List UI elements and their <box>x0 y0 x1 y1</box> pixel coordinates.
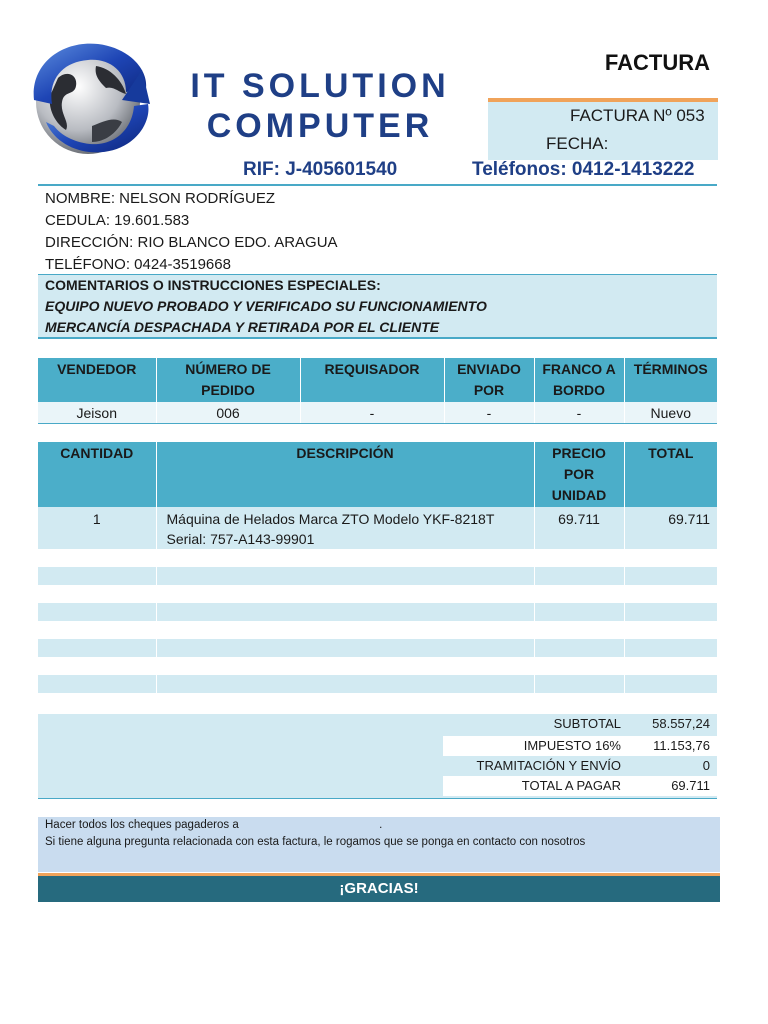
description-line: Máquina de Helados Marca ZTO Modelo YKF-8218T <box>166 511 495 527</box>
grand-total-row <box>443 776 717 796</box>
description-cell <box>156 507 534 549</box>
table-row <box>38 639 717 657</box>
tax-row <box>443 736 717 756</box>
table-cell: - <box>300 402 444 424</box>
comment-line: MERCANCÍA DESPACHADA Y RETIRADA POR EL CLIENTE <box>45 319 440 335</box>
table-cell: 006 <box>156 402 300 424</box>
header-cell: VENDEDOR <box>38 358 156 402</box>
table-cell: Jeison <box>38 402 156 424</box>
subtotal-row <box>443 714 717 734</box>
subtotal-value: 58.557,24 <box>652 716 710 731</box>
table-row <box>38 693 717 711</box>
grand-total-value: 69.711 <box>671 778 710 793</box>
description-line: Serial: 757-A143-99901 <box>166 531 315 547</box>
vendor-table <box>38 358 717 424</box>
company-rif: RIF: J-405601540 <box>243 159 398 180</box>
shipping-label: TRAMITACIÓN Y ENVÍO <box>476 758 621 773</box>
vendor-table-header <box>38 358 717 402</box>
items-table-header <box>38 442 717 507</box>
client-info <box>45 188 338 276</box>
table-row <box>38 675 717 693</box>
shipping-row <box>443 756 717 776</box>
header-cell: REQUISADOR <box>300 358 444 402</box>
header-cell: PRECIO POR UNIDAD <box>534 442 624 507</box>
company-name-line1: IT SOLUTION <box>190 67 450 105</box>
unit-price-cell: 69.711 <box>534 507 624 549</box>
checks-dot: . <box>379 819 383 831</box>
comments-heading: COMENTARIOS O INSTRUCCIONES ESPECIALES: <box>45 277 381 293</box>
header-cell: CANTIDAD <box>38 442 156 507</box>
table-row <box>38 507 717 549</box>
company-name-line2: COMPUTER <box>206 107 434 145</box>
special-comments <box>38 274 717 339</box>
tax-label: IMPUESTO 16% <box>523 738 621 753</box>
thanks-banner: ¡GRACIAS! <box>38 873 720 902</box>
globe-arrow-logo-icon <box>18 30 152 164</box>
client-phone: TELÉFONO: 0424-3519668 <box>45 256 231 273</box>
comment-line: EQUIPO NUEVO PROBADO Y VERIFICADO SU FUNCIONAMIENTO <box>45 298 487 314</box>
header-cell: DESCRIPCIÓN <box>156 442 534 507</box>
header-cell: TÉRMINOS <box>624 358 717 402</box>
invoice-info-box <box>488 98 718 160</box>
table-row <box>38 585 717 603</box>
header-cell: TOTAL <box>624 442 717 507</box>
tax-value: 11.153,76 <box>653 738 710 753</box>
table-cell: Nuevo <box>624 402 717 424</box>
items-table <box>38 442 717 711</box>
table-cell: - <box>534 402 624 424</box>
total-cell: 69.711 <box>624 507 717 549</box>
totals-section <box>38 714 717 799</box>
header-divider <box>38 184 717 186</box>
invoice-number: FACTURA Nº 053 <box>570 106 705 125</box>
table-row <box>38 549 717 567</box>
company-name <box>170 66 470 146</box>
invoice-date-label: FECHA: <box>546 134 609 153</box>
checks-note <box>45 819 382 831</box>
header-cell: NÚMERO DE PEDIDO <box>156 358 300 402</box>
checks-text: Hacer todos los cheques pagaderos a <box>45 819 239 831</box>
table-cell: - <box>444 402 534 424</box>
client-address: DIRECCIÓN: RIO BLANCO EDO. ARAGUA <box>45 234 338 251</box>
table-row <box>38 603 717 621</box>
contact-note: Si tiene alguna pregunta relacionada con esta factura, le rogamos que se ponga en contacto con nosotros <box>45 836 586 848</box>
subtotal-label: SUBTOTAL <box>553 716 621 731</box>
table-row <box>38 621 717 639</box>
company-phones: Teléfonos: 0412-1413222 <box>472 159 695 180</box>
shipping-value: 0 <box>702 758 710 773</box>
table-row <box>38 402 717 424</box>
table-row <box>38 567 717 585</box>
client-name: NOMBRE: NELSON RODRÍGUEZ <box>45 190 276 207</box>
table-row <box>38 657 717 675</box>
header-cell: ENVIADO POR <box>444 358 534 402</box>
client-id: CEDULA: 19.601.583 <box>45 212 190 229</box>
document-title: FACTURA <box>604 50 710 75</box>
header-cell: FRANCO A BORDO <box>534 358 624 402</box>
grand-total-label: TOTAL A PAGAR <box>521 778 621 793</box>
payment-notes <box>38 817 720 872</box>
quantity-cell: 1 <box>38 507 156 549</box>
